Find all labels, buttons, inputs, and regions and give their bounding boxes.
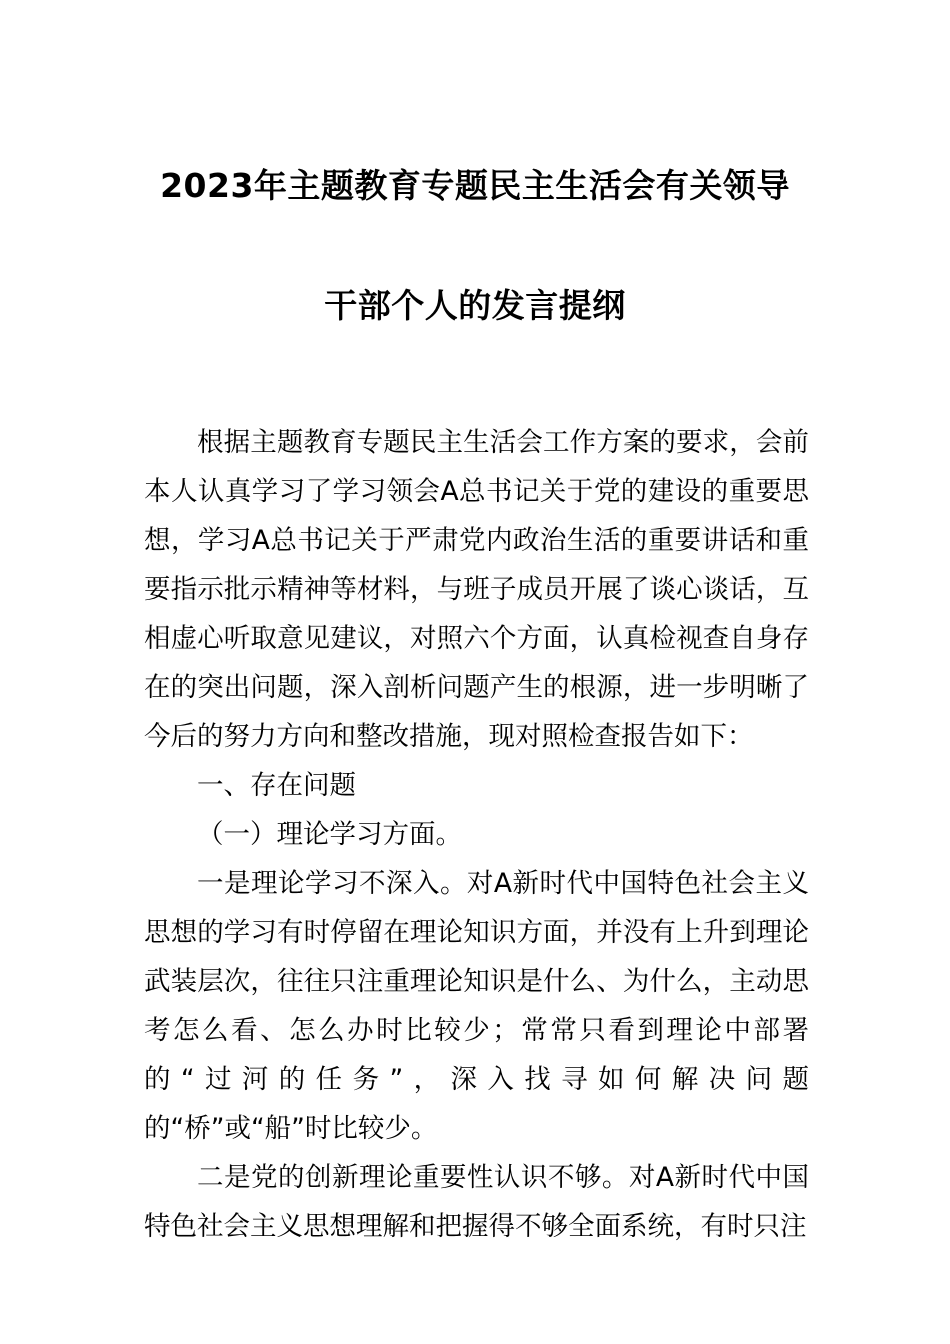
intro-paragraph: 根据主题教育专题民主生活会工作方案的要求，会前本人认真学习了学习领会A总书记关于党的建设的重要思想，学习A总书记关于严肃党内政治生活的重要讲话和重要指示批示精神等材料，与班子成员开展了谈心谈话，互相虚心听取意见建议，对照六个方面，认真检视查自身存在的突出问题，深入剖析问题产生的根源，进一步明晰了今后的努力方向和整改措施，现对照检查报告如下： bbox=[144, 427, 809, 752]
document-title-line-2: 干部个人的发言提纲 bbox=[324, 286, 626, 325]
section-heading-problems: 一、存在问题 bbox=[197, 770, 356, 801]
document-body bbox=[144, 418, 809, 1251]
document-title-line-1: 2023年主题教育专题民主生活会有关领导 bbox=[160, 166, 790, 205]
point-two-paragraph: 二是党的创新理论重要性认识不够。对A新时代中国特色社会主义思想理解和把握得不够全面系统，有时只注 bbox=[144, 1162, 809, 1242]
subsection-heading-theory-study: （一）理论学习方面。 bbox=[197, 819, 462, 850]
point-one-paragraph: 一是理论学习不深入。对A新时代中国特色社会主义思想的学习有时停留在理论知识方面，并没有上升到理论武装层次，往往只注重理论知识是什么、为什么，主动思考怎么看、怎么办时比较少；常常只看到理论中部署的“过河的任务”，深入找寻如何解决问题的“桥”或“船”时比较少。 bbox=[144, 868, 809, 1144]
